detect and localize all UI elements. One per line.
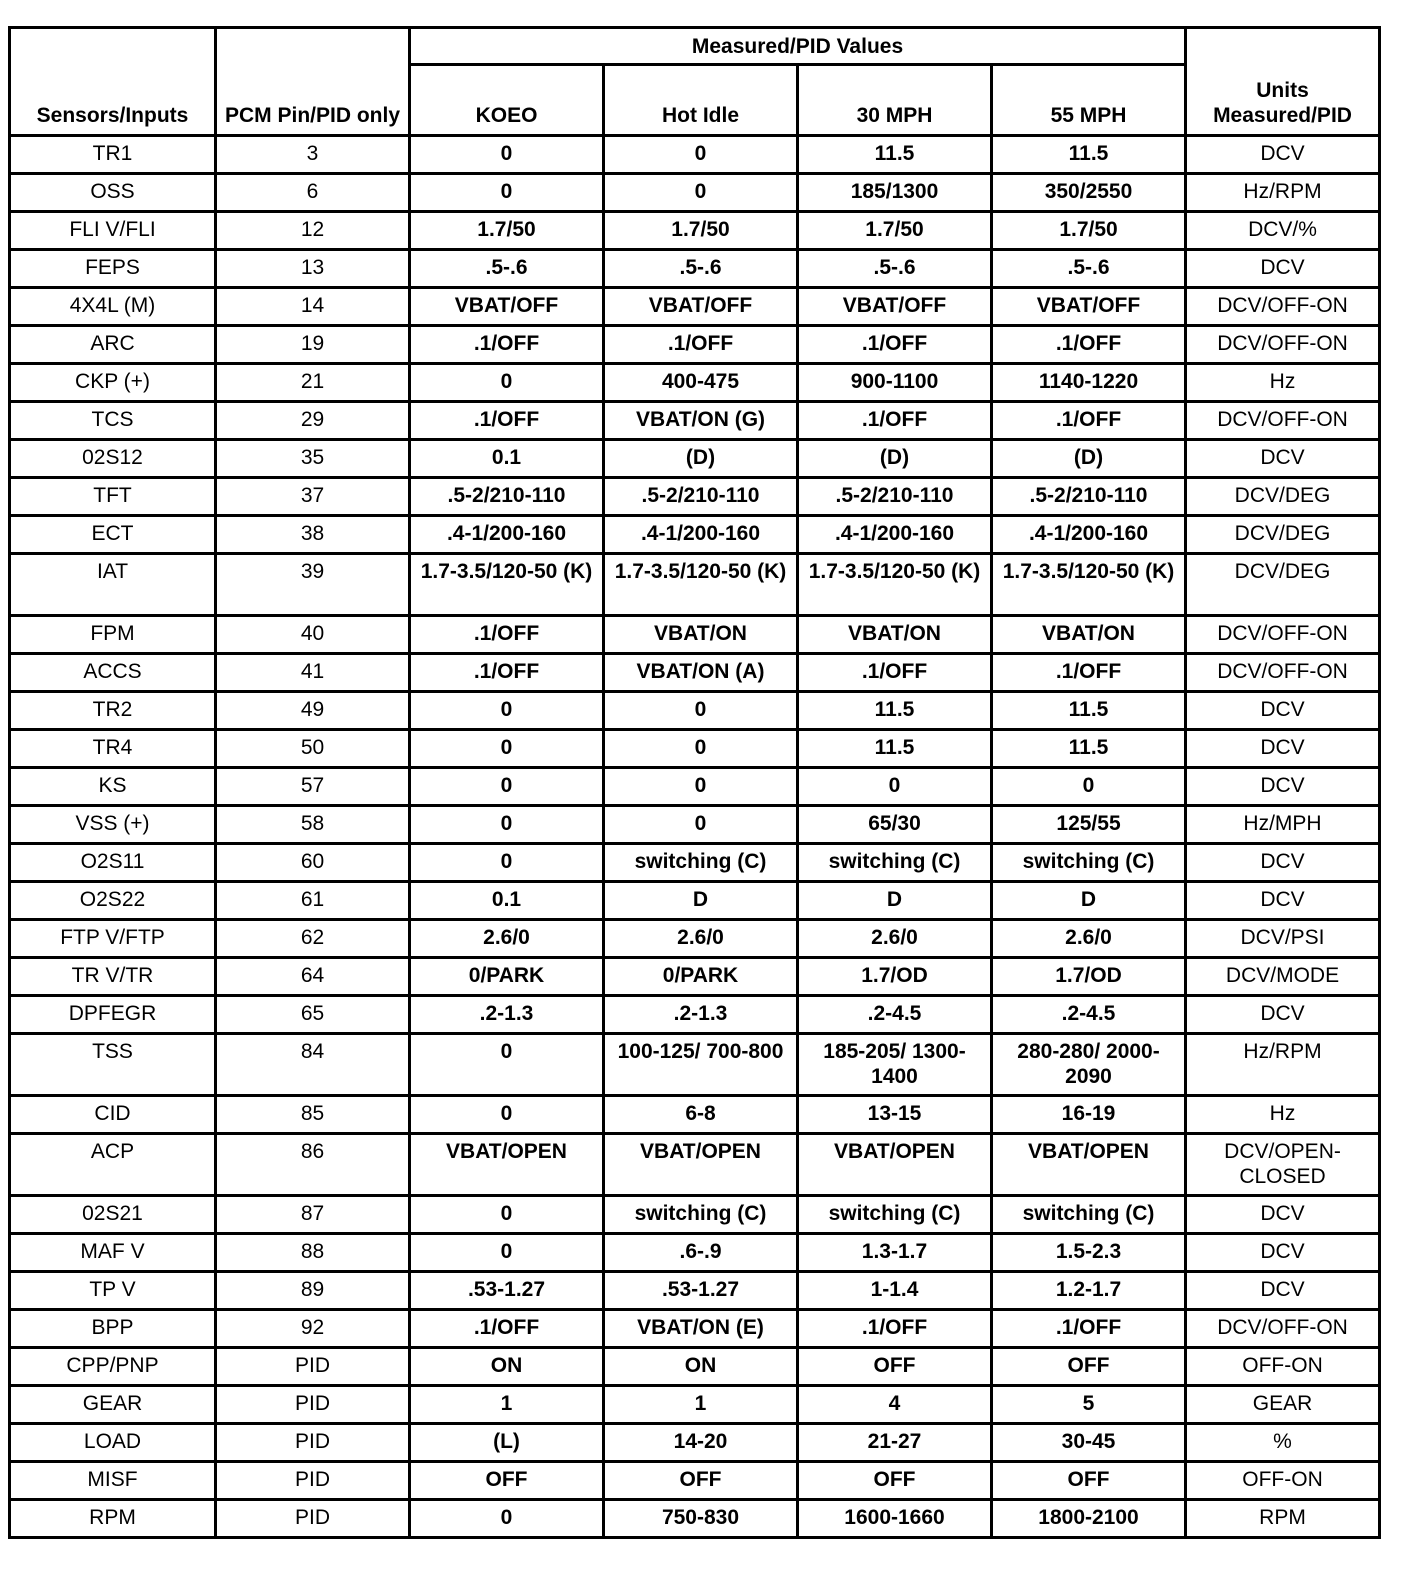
units-cell: DCV/OFF-ON <box>1186 1310 1380 1348</box>
mph30-cell: D <box>798 882 992 920</box>
koeo-cell: .1/OFF <box>410 402 604 440</box>
sensor-cell: RPM <box>10 1500 216 1538</box>
table-row <box>10 554 1380 616</box>
hot-idle-cell: 2.6/0 <box>604 920 798 958</box>
header-pcm-pin: PCM Pin/PID only <box>216 28 410 136</box>
koeo-cell: 0 <box>410 364 604 402</box>
hot-idle-cell: .5-.6 <box>604 250 798 288</box>
table-row <box>10 1196 1380 1234</box>
sensor-cell: IAT <box>10 554 216 616</box>
hot-idle-cell: VBAT/ON (E) <box>604 1310 798 1348</box>
koeo-cell: 0.1 <box>410 882 604 920</box>
koeo-cell: VBAT/OFF <box>410 288 604 326</box>
hot-idle-cell: 1.7-3.5/120-50 (K) <box>604 554 798 616</box>
table-row <box>10 326 1380 364</box>
koeo-cell: VBAT/OPEN <box>410 1134 604 1196</box>
table-row <box>10 616 1380 654</box>
koeo-cell: .5-2/210-110 <box>410 478 604 516</box>
table-row <box>10 1462 1380 1500</box>
sensor-cell: 4X4L (M) <box>10 288 216 326</box>
koeo-cell: 1 <box>410 1386 604 1424</box>
koeo-cell: 0 <box>410 806 604 844</box>
mph30-cell: .1/OFF <box>798 326 992 364</box>
mph30-cell: VBAT/OPEN <box>798 1134 992 1196</box>
table-row <box>10 288 1380 326</box>
mph30-cell: 65/30 <box>798 806 992 844</box>
mph30-cell: 185/1300 <box>798 174 992 212</box>
mph55-cell: switching (C) <box>992 1196 1186 1234</box>
mph55-cell: 1.7-3.5/120-50 (K) <box>992 554 1186 616</box>
hot-idle-cell: VBAT/OPEN <box>604 1134 798 1196</box>
hot-idle-cell: .6-.9 <box>604 1234 798 1272</box>
hot-idle-cell: .5-2/210-110 <box>604 478 798 516</box>
table-row <box>10 1096 1380 1134</box>
hot-idle-cell: (D) <box>604 440 798 478</box>
pcm-pin-cell: 37 <box>216 478 410 516</box>
sensor-cell: ARC <box>10 326 216 364</box>
table-row <box>10 730 1380 768</box>
units-cell: DCV/OFF-ON <box>1186 654 1380 692</box>
units-cell: DCV/% <box>1186 212 1380 250</box>
units-cell: Hz/RPM <box>1186 1034 1380 1096</box>
mph55-cell: .5-.6 <box>992 250 1186 288</box>
units-cell: % <box>1186 1424 1380 1462</box>
hot-idle-cell: 400-475 <box>604 364 798 402</box>
pcm-pin-cell: 86 <box>216 1134 410 1196</box>
table-body <box>10 136 1380 1538</box>
units-cell: RPM <box>1186 1500 1380 1538</box>
mph30-cell: 13-15 <box>798 1096 992 1134</box>
units-cell: Hz <box>1186 364 1380 402</box>
units-cell: DCV <box>1186 768 1380 806</box>
mph30-cell: 1.3-1.7 <box>798 1234 992 1272</box>
table-row <box>10 1500 1380 1538</box>
pcm-pin-cell: 87 <box>216 1196 410 1234</box>
hot-idle-cell: 6-8 <box>604 1096 798 1134</box>
koeo-cell: 0 <box>410 136 604 174</box>
koeo-cell: .1/OFF <box>410 326 604 364</box>
pid-values-table <box>8 26 1381 1539</box>
pcm-pin-cell: 29 <box>216 402 410 440</box>
units-cell: DCV <box>1186 250 1380 288</box>
mph55-cell: 1.7/OD <box>992 958 1186 996</box>
sensor-cell: FLI V/FLI <box>10 212 216 250</box>
koeo-cell: 0 <box>410 174 604 212</box>
units-cell: DCV <box>1186 1234 1380 1272</box>
mph30-cell: 1.7/OD <box>798 958 992 996</box>
mph55-cell: .1/OFF <box>992 654 1186 692</box>
units-cell: DCV/DEG <box>1186 516 1380 554</box>
pcm-pin-cell: 57 <box>216 768 410 806</box>
mph55-cell: 11.5 <box>992 692 1186 730</box>
sensor-cell: TSS <box>10 1034 216 1096</box>
table-row <box>10 806 1380 844</box>
mph30-cell: 1.7/50 <box>798 212 992 250</box>
mph55-cell: VBAT/OFF <box>992 288 1186 326</box>
table-row <box>10 1348 1380 1386</box>
table-row <box>10 1272 1380 1310</box>
mph55-cell: D <box>992 882 1186 920</box>
table-row <box>10 516 1380 554</box>
table-row <box>10 1424 1380 1462</box>
hot-idle-cell: 0/PARK <box>604 958 798 996</box>
sensor-cell: TFT <box>10 478 216 516</box>
sensor-cell: DPFEGR <box>10 996 216 1034</box>
mph55-cell: 11.5 <box>992 730 1186 768</box>
units-cell: DCV/DEG <box>1186 554 1380 616</box>
mph55-cell: .5-2/210-110 <box>992 478 1186 516</box>
mph30-cell: .5-.6 <box>798 250 992 288</box>
units-cell: DCV <box>1186 1196 1380 1234</box>
mph30-cell: .1/OFF <box>798 654 992 692</box>
table-row <box>10 250 1380 288</box>
pcm-pin-cell: 64 <box>216 958 410 996</box>
pcm-pin-cell: 6 <box>216 174 410 212</box>
mph55-cell: 125/55 <box>992 806 1186 844</box>
mph55-cell: VBAT/ON <box>992 616 1186 654</box>
mph30-cell: VBAT/OFF <box>798 288 992 326</box>
mph30-cell: switching (C) <box>798 844 992 882</box>
pcm-pin-cell: 88 <box>216 1234 410 1272</box>
koeo-cell: 0 <box>410 1500 604 1538</box>
pcm-pin-cell: 84 <box>216 1034 410 1096</box>
hot-idle-cell: 750-830 <box>604 1500 798 1538</box>
table-row <box>10 920 1380 958</box>
units-cell: DCV <box>1186 1272 1380 1310</box>
mph55-cell: (D) <box>992 440 1186 478</box>
koeo-cell: (L) <box>410 1424 604 1462</box>
mph30-cell: 11.5 <box>798 692 992 730</box>
units-cell: Hz/RPM <box>1186 174 1380 212</box>
mph30-cell: VBAT/ON <box>798 616 992 654</box>
units-cell: DCV <box>1186 440 1380 478</box>
table-row <box>10 1134 1380 1196</box>
units-cell: DCV/MODE <box>1186 958 1380 996</box>
sensor-cell: KS <box>10 768 216 806</box>
mph30-cell: 900-1100 <box>798 364 992 402</box>
koeo-cell: 0 <box>410 730 604 768</box>
sensor-cell: FTP V/FTP <box>10 920 216 958</box>
units-cell: GEAR <box>1186 1386 1380 1424</box>
pcm-pin-cell: PID <box>216 1386 410 1424</box>
table-row <box>10 692 1380 730</box>
header-hot-idle: Hot Idle <box>604 65 798 136</box>
units-cell: DCV/OFF-ON <box>1186 326 1380 364</box>
pcm-pin-cell: 49 <box>216 692 410 730</box>
mph55-cell: .4-1/200-160 <box>992 516 1186 554</box>
pcm-pin-cell: PID <box>216 1348 410 1386</box>
units-cell: DCV/OFF-ON <box>1186 288 1380 326</box>
units-cell: Hz <box>1186 1096 1380 1134</box>
units-cell: DCV/PSI <box>1186 920 1380 958</box>
table-row <box>10 440 1380 478</box>
koeo-cell: .1/OFF <box>410 654 604 692</box>
table-row <box>10 654 1380 692</box>
pcm-pin-cell: PID <box>216 1424 410 1462</box>
pcm-pin-cell: 40 <box>216 616 410 654</box>
sensor-cell: GEAR <box>10 1386 216 1424</box>
koeo-cell: 0 <box>410 768 604 806</box>
mph55-cell: 1.7/50 <box>992 212 1186 250</box>
mph55-cell: 11.5 <box>992 136 1186 174</box>
sensor-cell: O2S11 <box>10 844 216 882</box>
sensor-cell: CPP/PNP <box>10 1348 216 1386</box>
koeo-cell: 0 <box>410 1196 604 1234</box>
mph30-cell: 4 <box>798 1386 992 1424</box>
koeo-cell: 0 <box>410 1034 604 1096</box>
header-koeo: KOEO <box>410 65 604 136</box>
sensor-cell: 02S12 <box>10 440 216 478</box>
hot-idle-cell: VBAT/OFF <box>604 288 798 326</box>
mph30-cell: .2-4.5 <box>798 996 992 1034</box>
koeo-cell: .1/OFF <box>410 1310 604 1348</box>
hot-idle-cell: VBAT/ON (G) <box>604 402 798 440</box>
mph55-cell: 350/2550 <box>992 174 1186 212</box>
mph30-cell: (D) <box>798 440 992 478</box>
units-cell: Hz/MPH <box>1186 806 1380 844</box>
sensor-cell: TP V <box>10 1272 216 1310</box>
koeo-cell: OFF <box>410 1462 604 1500</box>
mph30-cell: .5-2/210-110 <box>798 478 992 516</box>
koeo-cell: 0.1 <box>410 440 604 478</box>
koeo-cell: ON <box>410 1348 604 1386</box>
mph30-cell: OFF <box>798 1348 992 1386</box>
hot-idle-cell: .4-1/200-160 <box>604 516 798 554</box>
units-cell: DCV/DEG <box>1186 478 1380 516</box>
pcm-pin-cell: 41 <box>216 654 410 692</box>
mph30-cell: 11.5 <box>798 730 992 768</box>
sensor-cell: TR V/TR <box>10 958 216 996</box>
hot-idle-cell: 0 <box>604 730 798 768</box>
mph55-cell: .1/OFF <box>992 326 1186 364</box>
hot-idle-cell: ON <box>604 1348 798 1386</box>
hot-idle-cell: 1.7/50 <box>604 212 798 250</box>
sensor-cell: LOAD <box>10 1424 216 1462</box>
hot-idle-cell: .1/OFF <box>604 326 798 364</box>
sensor-cell: TR2 <box>10 692 216 730</box>
pcm-pin-cell: 92 <box>216 1310 410 1348</box>
koeo-cell: 0/PARK <box>410 958 604 996</box>
pcm-pin-cell: 50 <box>216 730 410 768</box>
mph55-cell: 2.6/0 <box>992 920 1186 958</box>
hot-idle-cell: .53-1.27 <box>604 1272 798 1310</box>
sensor-cell: OSS <box>10 174 216 212</box>
units-cell: DCV/OFF-ON <box>1186 402 1380 440</box>
mph55-cell: 5 <box>992 1386 1186 1424</box>
mph55-cell: 1.2-1.7 <box>992 1272 1186 1310</box>
pcm-pin-cell: 12 <box>216 212 410 250</box>
pcm-pin-cell: 19 <box>216 326 410 364</box>
sensor-cell: ACP <box>10 1134 216 1196</box>
hot-idle-cell: 1 <box>604 1386 798 1424</box>
mph30-cell: 11.5 <box>798 136 992 174</box>
sensor-cell: 02S21 <box>10 1196 216 1234</box>
table-row <box>10 958 1380 996</box>
mph30-cell: 1600-1660 <box>798 1500 992 1538</box>
sensor-cell: ECT <box>10 516 216 554</box>
hot-idle-cell: 0 <box>604 692 798 730</box>
sensor-cell: MAF V <box>10 1234 216 1272</box>
hot-idle-cell: VBAT/ON <box>604 616 798 654</box>
pcm-pin-cell: 35 <box>216 440 410 478</box>
pcm-pin-cell: PID <box>216 1462 410 1500</box>
units-cell: DCV/OPEN- CLOSED <box>1186 1134 1380 1196</box>
koeo-cell: 0 <box>410 692 604 730</box>
sensor-cell: VSS (+) <box>10 806 216 844</box>
mph55-cell: 16-19 <box>992 1096 1186 1134</box>
units-cell: DCV <box>1186 844 1380 882</box>
koeo-cell: 0 <box>410 1234 604 1272</box>
hot-idle-cell: switching (C) <box>604 844 798 882</box>
table-row <box>10 1310 1380 1348</box>
pid-values-table-container <box>8 26 1381 1539</box>
mph55-cell: .2-4.5 <box>992 996 1186 1034</box>
mph55-cell: 1.5-2.3 <box>992 1234 1186 1272</box>
table-row <box>10 882 1380 920</box>
pcm-pin-cell: 60 <box>216 844 410 882</box>
pcm-pin-cell: 38 <box>216 516 410 554</box>
pcm-pin-cell: 61 <box>216 882 410 920</box>
sensor-cell: FEPS <box>10 250 216 288</box>
units-cell: DCV <box>1186 136 1380 174</box>
koeo-cell: 0 <box>410 844 604 882</box>
header-sensors-inputs: Sensors/Inputs <box>10 28 216 136</box>
koeo-cell: 1.7-3.5/120-50 (K) <box>410 554 604 616</box>
sensor-cell: CID <box>10 1096 216 1134</box>
header-30-mph: 30 MPH <box>798 65 992 136</box>
pcm-pin-cell: 3 <box>216 136 410 174</box>
hot-idle-cell: 14-20 <box>604 1424 798 1462</box>
table-row <box>10 996 1380 1034</box>
mph55-cell: switching (C) <box>992 844 1186 882</box>
table-row <box>10 212 1380 250</box>
mph30-cell: .1/OFF <box>798 402 992 440</box>
hot-idle-cell: VBAT/ON (A) <box>604 654 798 692</box>
koeo-cell: .53-1.27 <box>410 1272 604 1310</box>
header-units: Units Measured/PID <box>1186 28 1380 136</box>
table-row <box>10 174 1380 212</box>
mph30-cell: switching (C) <box>798 1196 992 1234</box>
koeo-cell: 0 <box>410 1096 604 1134</box>
table-row <box>10 402 1380 440</box>
pcm-pin-cell: 13 <box>216 250 410 288</box>
table-row <box>10 768 1380 806</box>
hot-idle-cell: 100-125/ 700-800 <box>604 1034 798 1096</box>
hot-idle-cell: 0 <box>604 806 798 844</box>
pcm-pin-cell: 21 <box>216 364 410 402</box>
sensor-cell: FPM <box>10 616 216 654</box>
units-cell: DCV <box>1186 730 1380 768</box>
units-cell: DCV <box>1186 996 1380 1034</box>
koeo-cell: .2-1.3 <box>410 996 604 1034</box>
header-measured-values: Measured/PID Values <box>410 28 1186 65</box>
mph30-cell: 1.7-3.5/120-50 (K) <box>798 554 992 616</box>
units-cell: DCV <box>1186 882 1380 920</box>
hot-idle-cell: 0 <box>604 136 798 174</box>
mph30-cell: 185-205/ 1300-1400 <box>798 1034 992 1096</box>
mph55-cell: 1800-2100 <box>992 1500 1186 1538</box>
pcm-pin-cell: 89 <box>216 1272 410 1310</box>
table-row <box>10 478 1380 516</box>
koeo-cell: 2.6/0 <box>410 920 604 958</box>
table-row <box>10 1386 1380 1424</box>
table-row <box>10 364 1380 402</box>
pcm-pin-cell: 58 <box>216 806 410 844</box>
sensor-cell: TCS <box>10 402 216 440</box>
table-row <box>10 844 1380 882</box>
mph55-cell: VBAT/OPEN <box>992 1134 1186 1196</box>
hot-idle-cell: OFF <box>604 1462 798 1500</box>
table-row <box>10 136 1380 174</box>
pcm-pin-cell: PID <box>216 1500 410 1538</box>
koeo-cell: .1/OFF <box>410 616 604 654</box>
mph30-cell: OFF <box>798 1462 992 1500</box>
pcm-pin-cell: 14 <box>216 288 410 326</box>
sensor-cell: O2S22 <box>10 882 216 920</box>
hot-idle-cell: 0 <box>604 768 798 806</box>
koeo-cell: 1.7/50 <box>410 212 604 250</box>
hot-idle-cell: D <box>604 882 798 920</box>
sensor-cell: TR1 <box>10 136 216 174</box>
mph30-cell: .4-1/200-160 <box>798 516 992 554</box>
mph55-cell: OFF <box>992 1348 1186 1386</box>
hot-idle-cell: switching (C) <box>604 1196 798 1234</box>
hot-idle-cell: .2-1.3 <box>604 996 798 1034</box>
sensor-cell: BPP <box>10 1310 216 1348</box>
mph30-cell: 21-27 <box>798 1424 992 1462</box>
koeo-cell: .4-1/200-160 <box>410 516 604 554</box>
pcm-pin-cell: 39 <box>216 554 410 616</box>
koeo-cell: .5-.6 <box>410 250 604 288</box>
units-cell: DCV <box>1186 692 1380 730</box>
sensor-cell: ACCS <box>10 654 216 692</box>
mph30-cell: 2.6/0 <box>798 920 992 958</box>
header-55-mph: 55 MPH <box>992 65 1186 136</box>
mph55-cell: .1/OFF <box>992 402 1186 440</box>
mph30-cell: 1-1.4 <box>798 1272 992 1310</box>
units-cell: OFF-ON <box>1186 1348 1380 1386</box>
units-cell: DCV/OFF-ON <box>1186 616 1380 654</box>
pcm-pin-cell: 85 <box>216 1096 410 1134</box>
pcm-pin-cell: 62 <box>216 920 410 958</box>
mph55-cell: .1/OFF <box>992 1310 1186 1348</box>
mph55-cell: 30-45 <box>992 1424 1186 1462</box>
mph30-cell: 0 <box>798 768 992 806</box>
table-row <box>10 1234 1380 1272</box>
mph55-cell: 280-280/ 2000-2090 <box>992 1034 1186 1096</box>
mph55-cell: 0 <box>992 768 1186 806</box>
sensor-cell: MISF <box>10 1462 216 1500</box>
mph55-cell: OFF <box>992 1462 1186 1500</box>
pcm-pin-cell: 65 <box>216 996 410 1034</box>
units-cell: OFF-ON <box>1186 1462 1380 1500</box>
table-row <box>10 1034 1380 1096</box>
mph30-cell: .1/OFF <box>798 1310 992 1348</box>
hot-idle-cell: 0 <box>604 174 798 212</box>
mph55-cell: 1140-1220 <box>992 364 1186 402</box>
sensor-cell: TR4 <box>10 730 216 768</box>
sensor-cell: CKP (+) <box>10 364 216 402</box>
